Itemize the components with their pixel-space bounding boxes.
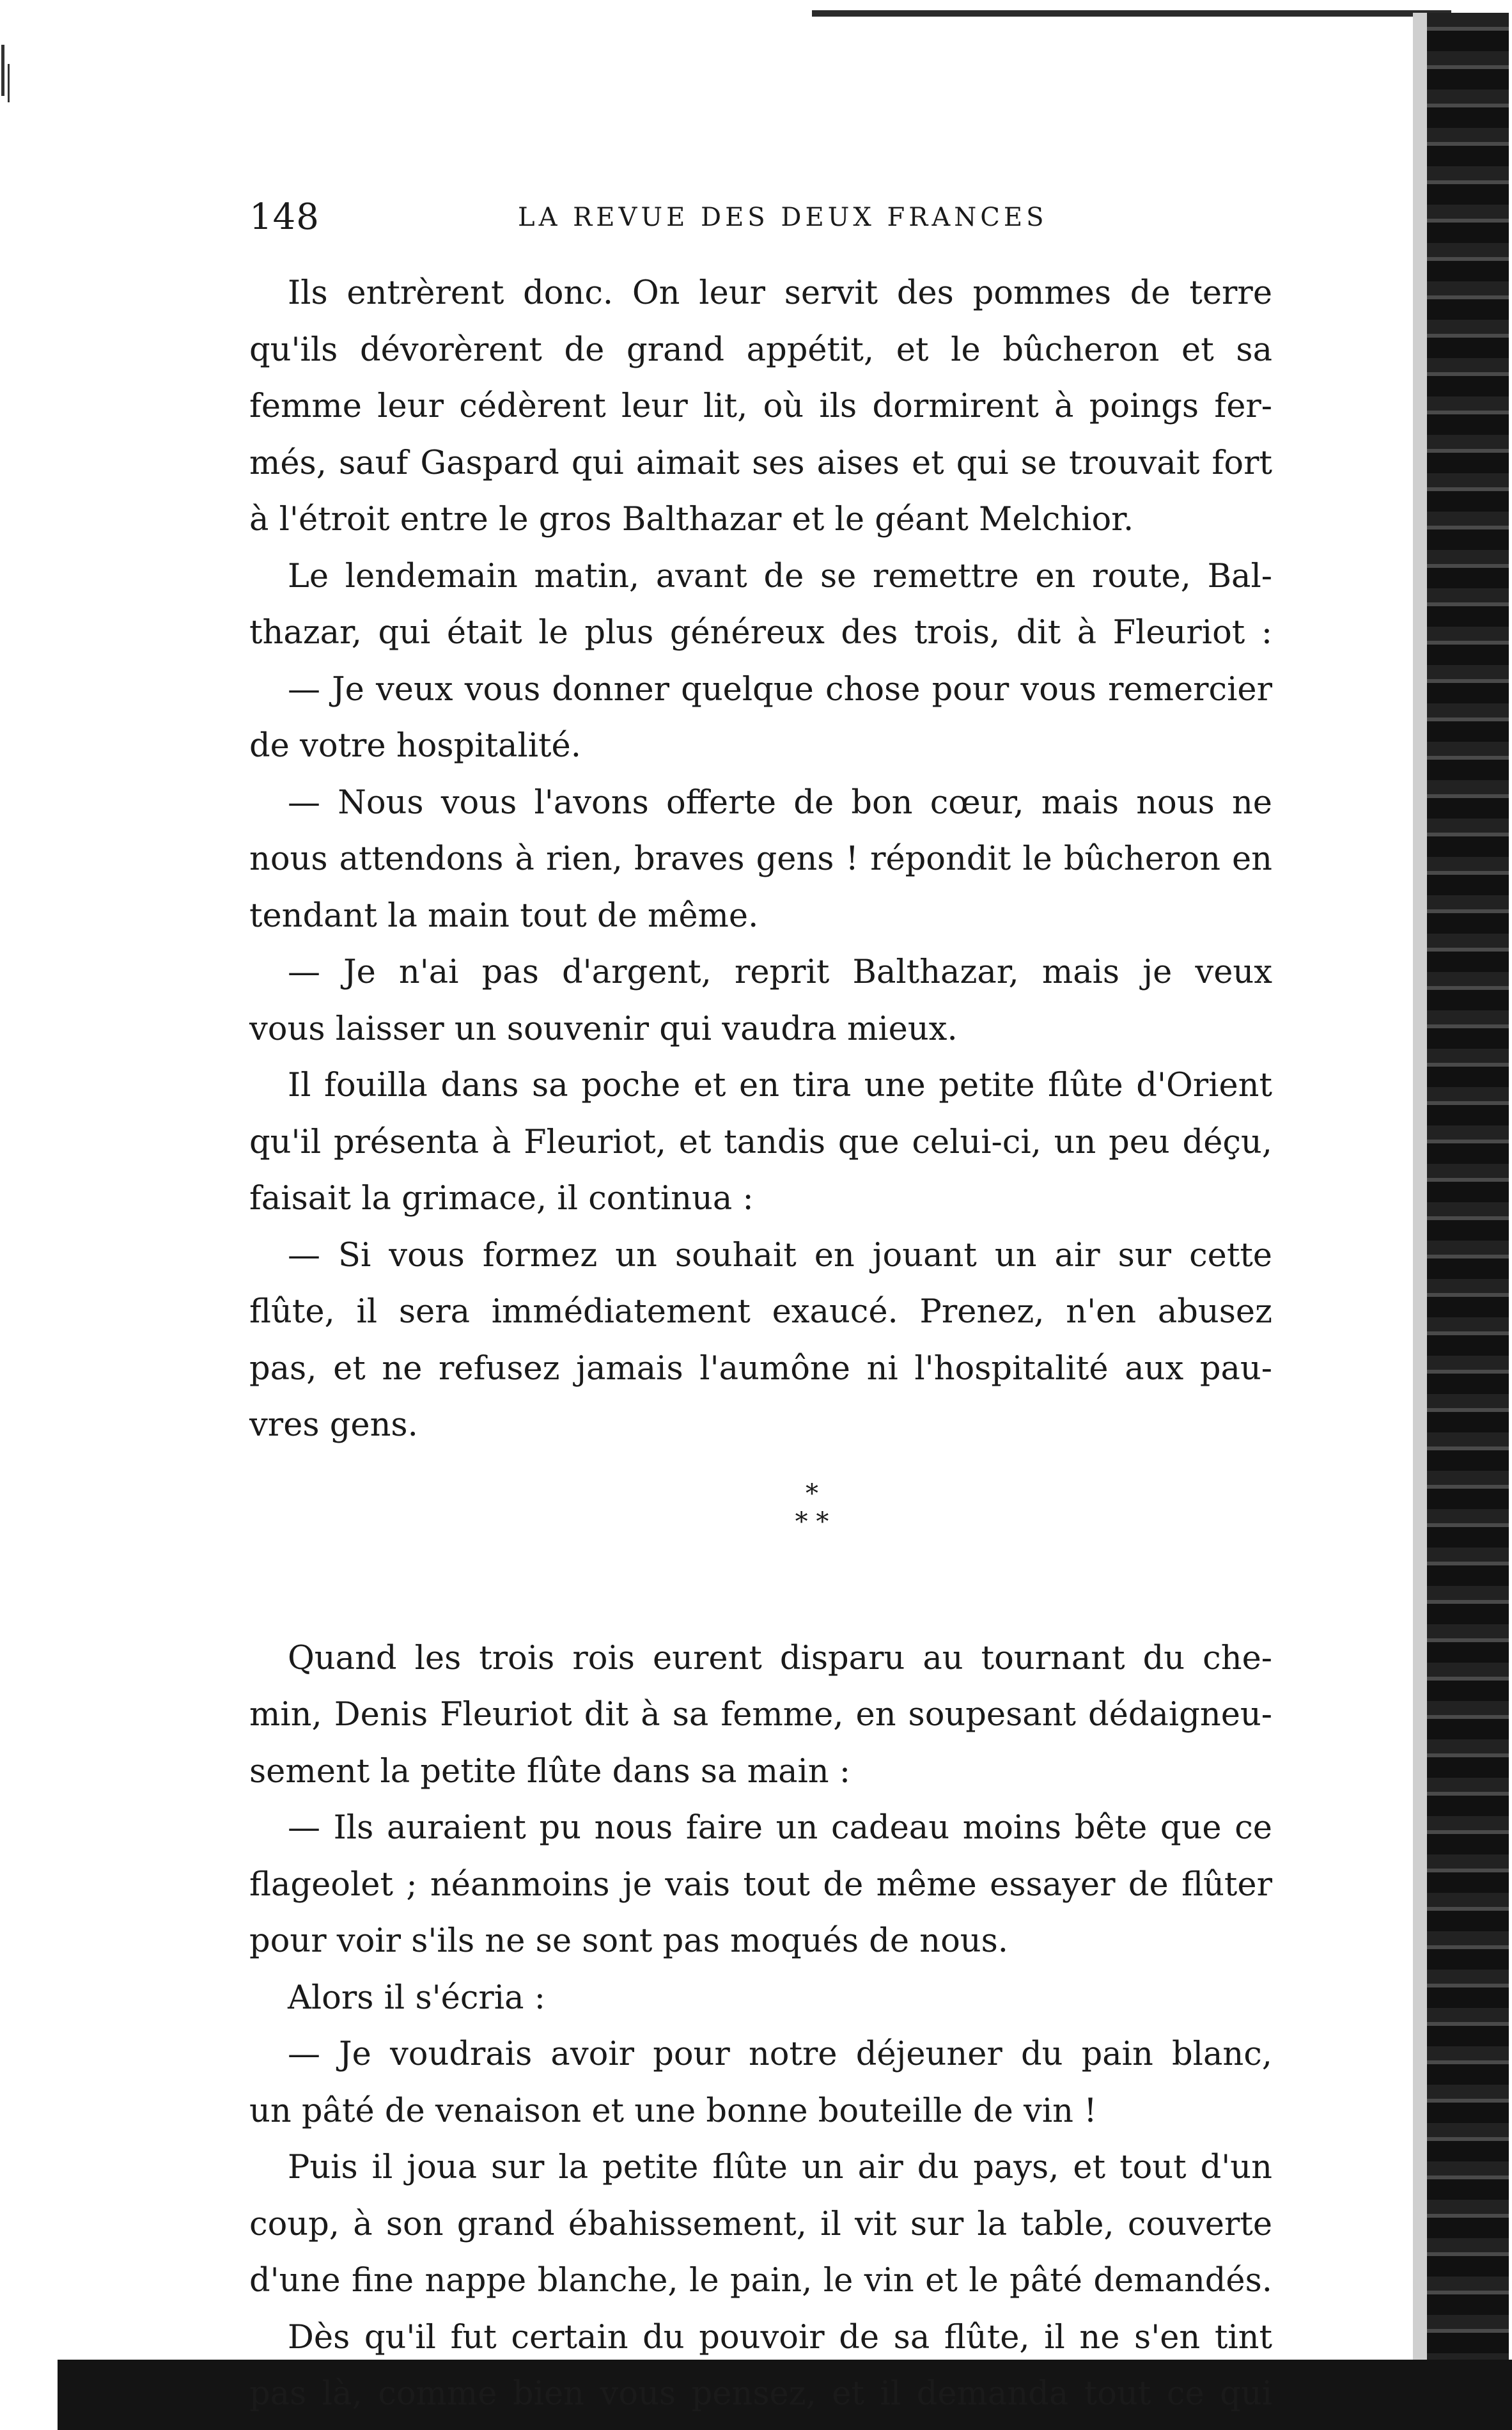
scan-left-mark xyxy=(8,64,10,102)
text-line: — Je veux vous donner quelque chose pour vous remercier xyxy=(288,670,1272,709)
text-line: Dès qu'il fut certain du pouvoir de sa flûte, il ne s'en tint xyxy=(288,2318,1272,2356)
text-line: Il fouilla dans sa poche et en tira une petite flûte d'Orient xyxy=(288,1067,1272,1104)
text-line: vres gens. xyxy=(249,1406,418,1444)
text-line: faisait la grimace, il continua : xyxy=(249,1180,754,1218)
text-line: més, sauf Gaspard qui aimait ses aises et qui se trouvait fort xyxy=(249,444,1272,482)
text-line: thazar, qui était le plus généreux des trois, dit à Fleuriot : xyxy=(249,614,1272,652)
text-line: Le lendemain matin, avant de se remettre en route, Bal- xyxy=(288,557,1272,595)
text-line: d'une fine nappe blanche, le pain, le vin et le pâté demandés. xyxy=(249,2262,1272,2300)
text-line: Quand les trois rois eurent disparu au tournant du che- xyxy=(288,1639,1272,1677)
text-line: femme leur cédèrent leur lit, où ils dormirent à poings fer- xyxy=(249,388,1272,425)
body-text xyxy=(249,265,1272,2423)
text-line: — Nous vous l'avons offerte de bon cœur, mais nous ne xyxy=(288,783,1272,822)
scan-right-edge-inner xyxy=(1413,13,1427,2379)
text-line: Ils entrèrent donc. On leur servit des pommes de terre xyxy=(288,274,1272,312)
text-line: de votre hospitalité. xyxy=(249,727,581,765)
text-line: pour voir s'ils ne se sont pas moqués de nous. xyxy=(249,1922,1009,1960)
scan-right-edge xyxy=(1413,13,1509,2379)
text-line: sement la petite flûte dans sa main : xyxy=(249,1752,851,1791)
asterism-bottom: * * xyxy=(795,1507,829,1537)
text-line: pas, et ne refusez jamais l'aumône ni l'hospitalité aux pau- xyxy=(249,1349,1272,1388)
asterism-top: * xyxy=(806,1478,818,1509)
text-line: vous laisser un souvenir qui vaudra mieux. xyxy=(249,1010,958,1048)
text-line: — Ils auraient pu nous faire un cadeau moins bête que ce xyxy=(288,1809,1272,1847)
text-line: qu'ils dévorèrent de grand appétit, et le bûcheron et sa xyxy=(249,331,1272,369)
text-line: tendant la main tout de même. xyxy=(249,897,759,935)
running-head xyxy=(249,192,1272,243)
page-number: 148 xyxy=(249,196,320,238)
scan-left-mark xyxy=(1,45,4,96)
text-line: pas là, comme bien vous pensez, et il demanda tout ce qui xyxy=(249,2375,1272,2413)
text-line: qu'il présenta à Fleuriot, et tandis que celui-ci, un peu déçu, xyxy=(249,1123,1272,1161)
text-line: flûte, il sera immédiatement exaucé. Prenez, n'en abusez xyxy=(249,1293,1272,1331)
journal-title: LA REVUE DES DEUX FRANCES xyxy=(518,203,1048,232)
text-line: — Je voudrais avoir pour notre déjeuner du pain blanc, xyxy=(288,2035,1272,2073)
scan-top-rule xyxy=(812,10,1451,17)
text-line: Alors il s'écria : xyxy=(288,1979,545,2017)
text-line: nous attendons à rien, braves gens ! répondit le bûcheron en xyxy=(249,840,1272,878)
text-line: min, Denis Fleuriot dit à sa femme, en soupesant dédaigneu- xyxy=(249,1696,1272,1734)
text-line: Puis il joua sur la petite flûte un air du pays, et tout d'un xyxy=(288,2149,1272,2186)
text-line: — Je n'ai pas d'argent, reprit Balthazar, mais je veux xyxy=(288,953,1272,991)
text-line: — Si vous formez un souhait en jouant un air sur cette xyxy=(288,1236,1272,1274)
section-spacer xyxy=(249,1537,1272,1631)
section-break xyxy=(249,1454,1272,1537)
text-line: un pâté de venaison et une bonne bouteille de vin ! xyxy=(249,2092,1097,2130)
text-line: à l'étroit entre le gros Balthazar et le géant Melchior. xyxy=(249,501,1134,538)
text-line: coup, à son grand ébahissement, il vit sur la table, couverte xyxy=(249,2205,1272,2243)
text-line: flageolet ; néanmoins je vais tout de même essayer de flûter xyxy=(249,1865,1272,1904)
